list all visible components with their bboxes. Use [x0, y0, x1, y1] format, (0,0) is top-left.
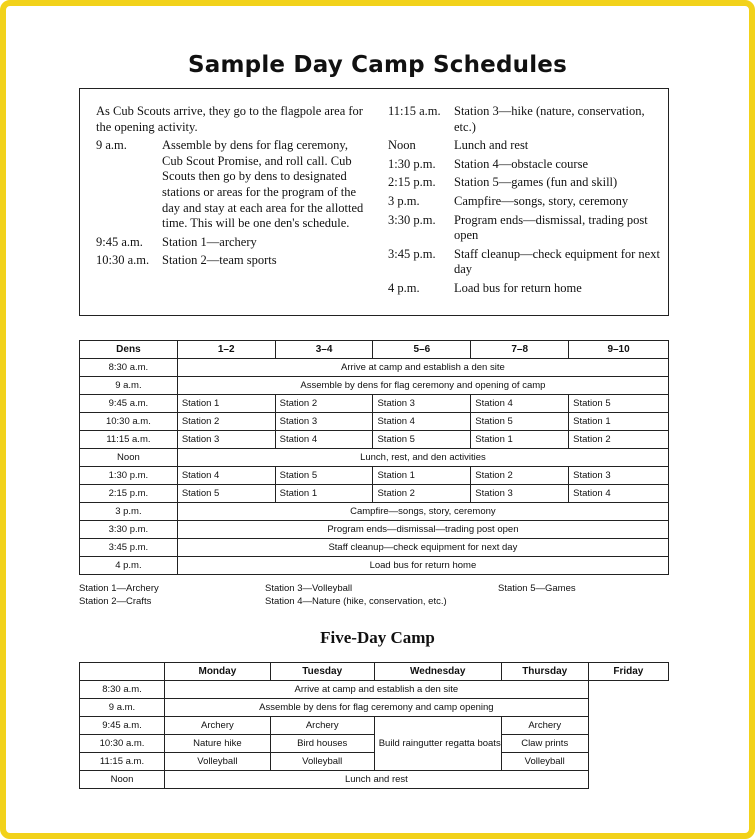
station-cell: Station 1	[177, 395, 275, 413]
station-cell: Station 5	[569, 395, 669, 413]
station-cell: Station 3	[177, 431, 275, 449]
time-cell: 9 a.m.	[80, 699, 165, 717]
table-row	[80, 557, 669, 575]
activity-cell: Nature hike	[165, 735, 271, 753]
station-cell: Station 2	[471, 467, 569, 485]
table-row	[80, 681, 669, 699]
station-cell: Station 1	[275, 485, 373, 503]
intro-left-column	[96, 104, 368, 272]
time-cell: 8:30 a.m.	[80, 681, 165, 699]
table-row	[80, 521, 669, 539]
activity-cell: Claw prints	[501, 735, 588, 753]
intro-row	[388, 213, 668, 244]
activity-cell: Campfire—songs, story, ceremony	[177, 503, 668, 521]
table-row	[80, 431, 669, 449]
time-cell: 11:15 a.m.	[80, 753, 165, 771]
station-cell: Station 2	[275, 395, 373, 413]
intro-time: 1:30 p.m.	[388, 156, 436, 171]
time-cell: 3:30 p.m.	[80, 521, 178, 539]
activity-cell: Assemble by dens for flag ceremony and camp opening	[165, 699, 589, 717]
intro-activity: Program ends—dismissal, trading post open	[454, 212, 648, 243]
time-cell: 8:30 a.m.	[80, 359, 178, 377]
table-row	[80, 413, 669, 431]
time-cell: 9:45 a.m.	[80, 717, 165, 735]
intro-activity: Campfire—songs, story, ceremony	[454, 193, 629, 208]
time-cell: 9:45 a.m.	[80, 395, 178, 413]
station-cell: Station 4	[177, 467, 275, 485]
empty-cell	[588, 735, 668, 753]
table-row	[80, 449, 669, 467]
intro-row	[388, 104, 668, 135]
intro-activity: Station 1—archery	[162, 234, 257, 249]
table-row	[80, 485, 669, 503]
intro-time: 3:45 p.m.	[388, 246, 436, 261]
header-cell: 9–10	[569, 341, 669, 359]
time-cell: Noon	[80, 771, 165, 789]
activity-cell: Program ends—dismissal—trading post open	[177, 521, 668, 539]
station-cell: Station 1	[471, 431, 569, 449]
table-row	[80, 699, 669, 717]
intro-time: 9:45 a.m.	[96, 234, 143, 249]
empty-cell	[588, 681, 668, 699]
legend-station-4: Station 4—Nature (hike, conservation, etc.)	[265, 596, 447, 607]
station-cell: Station 1	[373, 467, 471, 485]
table-row	[80, 717, 669, 735]
activity-cell: Volleyball	[501, 753, 588, 771]
five-day-header-row	[80, 663, 669, 681]
station-cell: Station 3	[275, 413, 373, 431]
table-row	[80, 753, 669, 771]
den-rotation-table	[79, 340, 669, 575]
den-rotation-body	[80, 359, 669, 575]
activity-cell: Bird houses	[270, 735, 374, 753]
empty-cell	[588, 717, 668, 735]
intro-time: 9 a.m.	[96, 138, 127, 153]
station-cell: Station 2	[569, 431, 669, 449]
activity-cell: Lunch and rest	[165, 771, 589, 789]
station-cell: Station 5	[471, 413, 569, 431]
five-day-camp-heading: Five-Day Camp	[320, 628, 435, 647]
time-cell: 1:30 p.m.	[80, 467, 178, 485]
time-cell: Noon	[80, 449, 178, 467]
activity-cell: Volleyball	[165, 753, 271, 771]
time-cell: 2:15 p.m.	[80, 485, 178, 503]
den-rotation-header	[80, 341, 669, 359]
activity-cell: Load bus for return home	[177, 557, 668, 575]
station-cell: Station 4	[569, 485, 669, 503]
intro-time: 4 p.m.	[388, 280, 420, 295]
header-cell: Friday	[588, 663, 668, 681]
intro-activity: Station 4—obstacle course	[454, 156, 588, 171]
activity-cell: Assemble by dens for flag ceremony and opening of camp	[177, 377, 668, 395]
header-cell: 1–2	[177, 341, 275, 359]
time-cell: 3:45 p.m.	[80, 539, 178, 557]
intro-activity: Station 3—hike (nature, conservation, etc.)	[454, 104, 645, 134]
intro-activity: Station 5—games (fun and skill)	[454, 175, 618, 190]
time-cell: 10:30 a.m.	[80, 413, 178, 431]
station-cell: Station 4	[373, 413, 471, 431]
intro-time: 10:30 a.m.	[96, 253, 150, 268]
intro-activity: Staff cleanup—check equipment for next day	[454, 246, 660, 277]
intro-activity: Lunch and rest	[454, 138, 529, 153]
station-cell: Station 3	[569, 467, 669, 485]
station-cell: Station 3	[471, 485, 569, 503]
intro-time: 2:15 p.m.	[388, 175, 436, 190]
intro-schedule-box	[79, 88, 669, 316]
intro-row	[388, 175, 668, 191]
activity-cell: Archery	[270, 717, 374, 735]
intro-time: 3:30 p.m.	[388, 212, 436, 227]
table-row	[80, 503, 669, 521]
header-cell: Monday	[165, 663, 271, 681]
legend-station-3: Station 3—Volleyball	[265, 583, 353, 594]
intro-activity: Load bus for return home	[454, 280, 582, 295]
time-cell: 11:15 a.m.	[80, 431, 178, 449]
station-cell: Station 5	[177, 485, 275, 503]
intro-row	[96, 235, 368, 251]
station-cell: Station 4	[275, 431, 373, 449]
station-cell: Station 2	[177, 413, 275, 431]
empty-cell	[588, 753, 668, 771]
legend-station-2: Station 2—Crafts	[79, 596, 152, 607]
intro-time: 11:15 a.m.	[388, 104, 441, 118]
empty-cell	[588, 699, 668, 717]
header-cell: Tuesday	[270, 663, 374, 681]
station-cell: Station 3	[373, 395, 471, 413]
activity-cell: Archery	[165, 717, 271, 735]
wednesday-activity-cell: Build raingutter regatta boats	[374, 717, 501, 771]
header-cell: 5–6	[373, 341, 471, 359]
intro-activity: Assemble by dens for flag ceremony, Cub Scout Promise, and roll call. Cub Scouts then go by dens to designated stations or areas for the program of the day and stay at each area for the allotted time. This will be one den's schedule.	[162, 138, 364, 231]
activity-cell: Arrive at camp and establish a den site	[165, 681, 589, 699]
legend-station-1: Station 1—Archery	[79, 583, 159, 594]
intro-row	[96, 253, 368, 269]
intro-row	[388, 138, 668, 154]
table-row	[80, 359, 669, 377]
intro-row	[388, 281, 668, 297]
page-title: Sample Day Camp Schedules	[188, 52, 567, 78]
header-cell: Dens	[80, 341, 178, 359]
intro-activity: Station 2—team sports	[162, 253, 277, 268]
time-cell: 4 p.m.	[80, 557, 178, 575]
activity-cell: Archery	[501, 717, 588, 735]
table-row	[80, 395, 669, 413]
intro-row	[388, 247, 668, 278]
intro-time: Noon	[388, 138, 416, 153]
station-cell: Station 2	[373, 485, 471, 503]
station-cell: Station 5	[275, 467, 373, 485]
station-cell: Station 1	[569, 413, 669, 431]
five-day-camp-table	[79, 662, 669, 789]
intro-row	[96, 138, 368, 232]
time-cell: 3 p.m.	[80, 503, 178, 521]
intro-row	[388, 157, 668, 173]
header-cell: 3–4	[275, 341, 373, 359]
legend-station-5: Station 5—Games	[498, 583, 576, 594]
den-header-row	[80, 341, 669, 359]
activity-cell: Arrive at camp and establish a den site	[177, 359, 668, 377]
table-row	[80, 377, 669, 395]
intro-time: 3 p.m.	[388, 193, 420, 208]
intro-row	[388, 194, 668, 210]
activity-cell: Volleyball	[270, 753, 374, 771]
header-cell: Wednesday	[374, 663, 501, 681]
time-cell: 9 a.m.	[80, 377, 178, 395]
table-row	[80, 735, 669, 753]
header-cell: 7–8	[471, 341, 569, 359]
station-cell: Station 4	[471, 395, 569, 413]
table-row	[80, 771, 669, 789]
activity-cell: Lunch, rest, and den activities	[177, 449, 668, 467]
station-cell: Station 5	[373, 431, 471, 449]
header-cell	[80, 663, 165, 681]
table-row	[80, 467, 669, 485]
time-cell: 10:30 a.m.	[80, 735, 165, 753]
activity-cell: Staff cleanup—check equipment for next day	[177, 539, 668, 557]
table-row	[80, 539, 669, 557]
intro-lead-text: As Cub Scouts arrive, they go to the flagpole area for the opening activity.	[96, 104, 363, 134]
header-cell: Thursday	[501, 663, 588, 681]
station-legend	[79, 582, 679, 608]
intro-right-column	[388, 104, 668, 300]
empty-cell	[588, 771, 668, 789]
